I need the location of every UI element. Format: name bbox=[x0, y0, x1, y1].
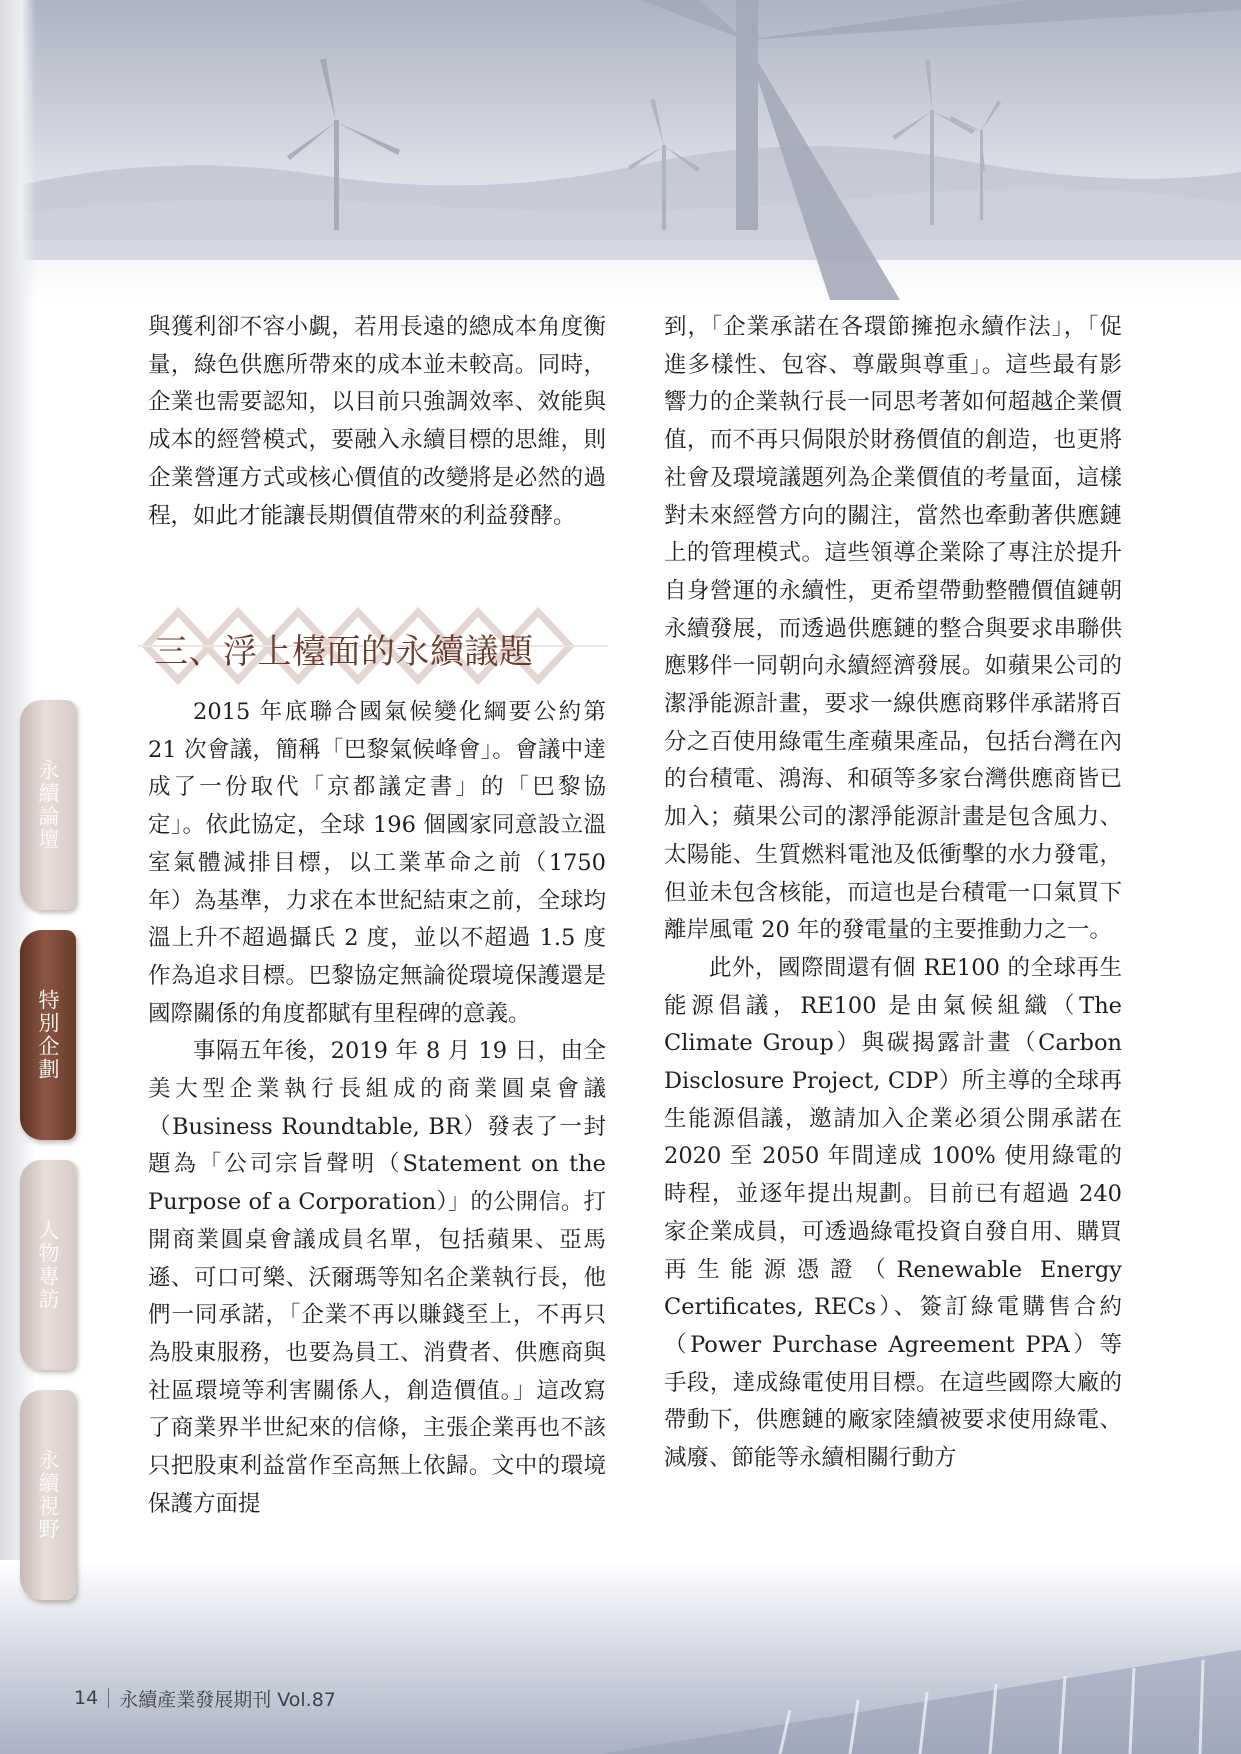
solar-field-illustration bbox=[0, 1560, 1241, 1754]
section-heading: 三、浮上檯面的永續議題 bbox=[154, 632, 534, 672]
paragraph-paris-agreement: 2015 年底聯合國氣候變化綱要公約第 21 次會議，簡稱「巴黎氣候峰會」。會議中達成了一份取代「京都議定書」的「巴黎協定」。依此協定，全球 196 個國家同意設立溫室氣體減排目標，以工業革命之前（1750 年）為基準，力求在本世紀結束之前，全球均溫上升不超過攝氏 2 度，並以不超過 1.5 度作為追求目標。巴黎協定無論從環境保護還是國際關係的角度都賦有里程碑的意義。 bbox=[148, 699, 606, 1027]
page-footer bbox=[74, 1682, 336, 1714]
left-column-top bbox=[148, 309, 606, 535]
paragraph-business-roundtable: 事隔五年後，2019 年 8 月 19 日，由全美大型企業執行長組成的商業圓桌會議（Business Roundtable, BR）發表了一封題為「公司宗旨聲明（Statement on the Purpose of a Corporation）」的公開信。打開商業圓桌會議成員名單，包括蘋果、亞馬遜、可口可樂、沃爾瑪等知名企業執行長，他們一同承諾，「企業不再以賺錢至上，不再只為股東服務，也要為員工、消費者、供應商與社區環境等利害關係人，創造價值。」這改寫了商業界半世紀來的信條，主張企業再也不該只把股東利益當作至高無上依歸。文中的環境保護方面提 bbox=[148, 1038, 606, 1517]
page-number: 14 bbox=[74, 1687, 99, 1709]
footer-banner-solar-field bbox=[0, 1560, 1241, 1754]
side-tab-interview[interactable] bbox=[20, 1160, 76, 1370]
publication-title: 永續產業發展期刊 Vol.87 bbox=[119, 1688, 336, 1711]
side-tab-sustainability-forum[interactable] bbox=[20, 700, 76, 910]
side-tab-label: 永續論壇 bbox=[36, 759, 60, 851]
left-column-bottom bbox=[148, 694, 606, 1523]
paragraph-cost-value: 與獲利卻不容小覷，若用長遠的總成本角度衡量，綠色供應所帶來的成本並未較高。同時，企業也需要認知，以目前只強調效率、效能與成本的經營模式，要融入永續目標的思維，則企業營運方式或核心價值的改變將是必然的過程，如此才能讓長期價值帶來的利益發酵。 bbox=[148, 314, 606, 529]
paragraph-supply-chain: 到，「企業承諾在各環節擁抱永續作法」，「促進多樣性、包容、尊嚴與尊重」。這些最有影響力的企業執行長一同思考著如何超越企業價值，而不再只侷限於財務價值的創造，也更將社會及環境議題列為企業價值的考量面，這樣對未來經營方向的關注，當然也牽動著供應鏈上的管理模式。這些領導企業除了專注於提升自身營運的永續性，更希望帶動整體價值鏈朝永續發展，而透過供應鏈的整合與要求串聯供應夥伴一同朝向永續經濟發展。如蘋果公司的潔淨能源計畫，要求一線供應商夥伴承諾將百分之百使用綠電生產蘋果產品，包括台灣在內的台積電、鴻海、和碩等多家台灣供應商皆已加入；蘋果公司的潔淨能源計畫是包含風力、太陽能、生質燃料電池及低衝擊的水力發電，但並未包含核能，而這也是台積電一口氣買下離岸風電 20 年的發電量的主要推動力之一。 bbox=[664, 314, 1122, 944]
side-tab-sustainability-vision[interactable] bbox=[20, 1390, 76, 1600]
side-tab-special-feature[interactable] bbox=[20, 930, 76, 1140]
paragraph-re100: 此外，國際間還有個 RE100 的全球再生能源倡議，RE100 是由氣候組織（The Climate Group）與碳揭露計畫（Carbon Disclosure Project, CDP）所主導的全球再生能源倡議，邀請加入企業必須公開承諾在 2020 至 2050 年間達成 100% 使用綠電的時程，並逐年提出規劃。目前已有超過 240 家企業成員，可透過綠電投資自發自用、購買再生能源憑證（Renewable Energy Certificates, RECs）、簽訂綠電購售合約（Power Purchase Agreement PPA）等手段，達成綠電使用目標。在這些國際大廠的帶動下，供應鏈的廠家陸續被要求使用綠電、減廢、節能等永續相關行動方 bbox=[664, 954, 1122, 1472]
side-tab-label: 人物專訪 bbox=[36, 1219, 60, 1311]
side-tab-label: 特別企劃 bbox=[36, 989, 60, 1081]
footer-divider bbox=[108, 1688, 109, 1708]
wind-turbine-illustration bbox=[0, 0, 1241, 300]
side-tab-label: 永續視野 bbox=[36, 1449, 60, 1541]
section-heading-block bbox=[138, 604, 608, 690]
header-banner-wind-turbines bbox=[0, 0, 1241, 300]
right-column bbox=[664, 309, 1122, 1478]
